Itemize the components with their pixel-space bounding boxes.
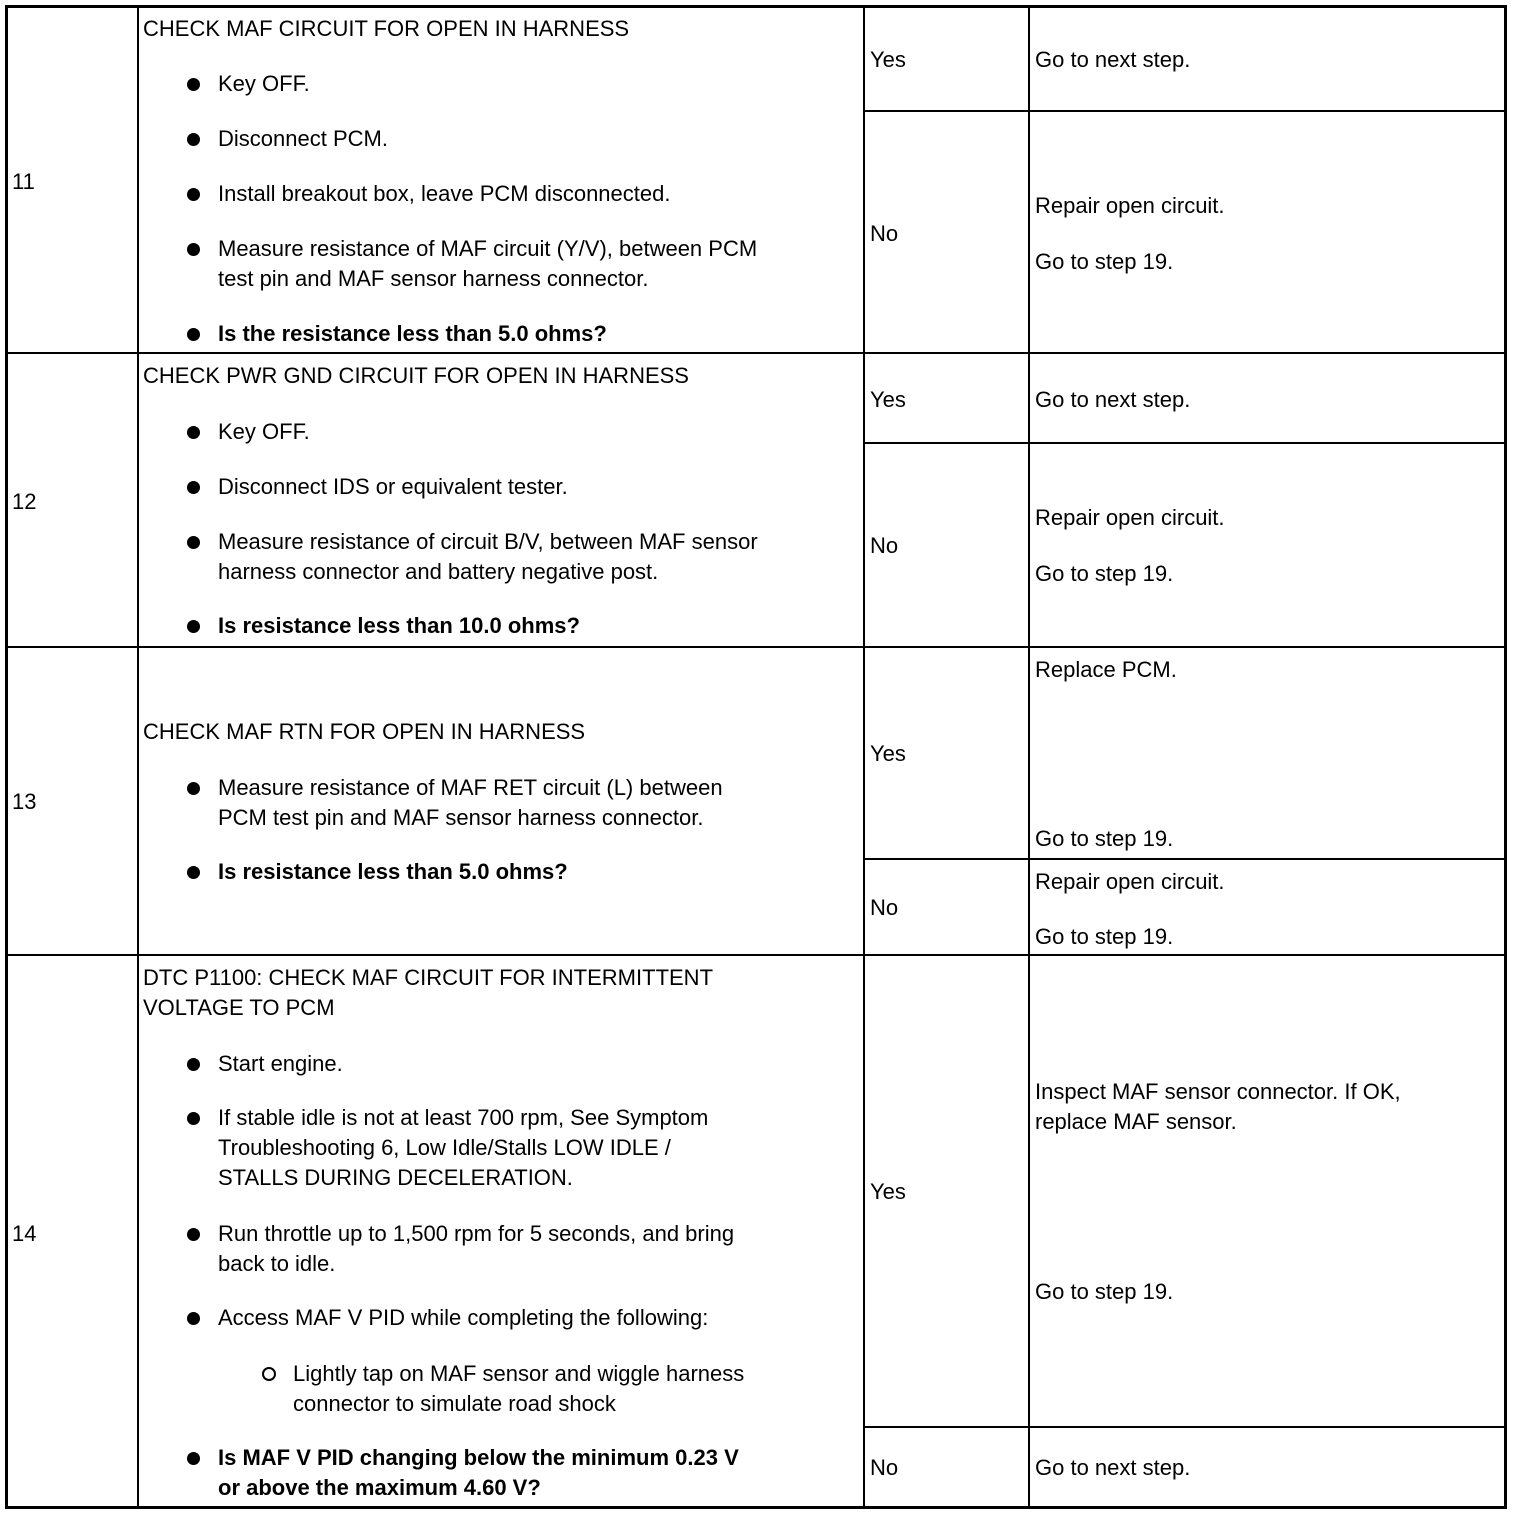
test-bullet: Measure resistance of MAF RET circuit (L) between xyxy=(218,775,723,800)
test-bullet: Run throttle up to 1,500 rpm for 5 seconds, and bring xyxy=(218,1221,735,1246)
test-bullet: test pin and MAF sensor harness connector. xyxy=(218,266,649,291)
yes-no-divider xyxy=(864,110,1506,112)
step-number: 11 xyxy=(12,169,35,194)
test-question: Is the resistance less than 5.0 ohms? xyxy=(218,321,607,346)
yes-label: Yes xyxy=(870,47,906,72)
test-title: DTC P1100: CHECK MAF CIRCUIT FOR INTERMITTENT xyxy=(143,965,714,990)
yes-label: Yes xyxy=(870,1179,906,1204)
test-bullet: Install breakout box, leave PCM disconnected. xyxy=(218,181,671,206)
yes-action: Go to next step. xyxy=(1035,387,1191,412)
bullet-icon xyxy=(187,620,200,633)
yes-no-divider xyxy=(864,442,1506,444)
test-title: CHECK MAF RTN FOR OPEN IN HARNESS xyxy=(143,719,586,744)
bullet-icon xyxy=(187,426,200,439)
test-bullet: Disconnect IDS or equivalent tester. xyxy=(218,474,568,499)
test-title: CHECK MAF CIRCUIT FOR OPEN IN HARNESS xyxy=(143,16,630,41)
test-bullet: Measure resistance of MAF circuit (Y/V), between PCM xyxy=(218,236,758,261)
bullet-icon xyxy=(187,1312,200,1325)
column-divider-result xyxy=(1028,6,1030,1508)
step-number: 13 xyxy=(12,789,37,814)
yes-action: Go to step 19. xyxy=(1035,826,1174,851)
test-bullet: harness connector and battery negative post. xyxy=(218,559,659,584)
no-label: No xyxy=(870,221,899,246)
step-number: 14 xyxy=(12,1221,37,1246)
no-label: No xyxy=(870,533,899,558)
test-bullet: Key OFF. xyxy=(218,419,310,444)
test-title: VOLTAGE TO PCM xyxy=(143,995,335,1020)
no-action: Go to step 19. xyxy=(1035,924,1174,949)
test-bullet: Troubleshooting 6, Low Idle/Stalls LOW IDLE / xyxy=(218,1135,671,1160)
yes-action: Go to step 19. xyxy=(1035,1279,1174,1304)
test-bullet: Key OFF. xyxy=(218,71,310,96)
test-bullet: If stable idle is not at least 700 rpm, See Symptom xyxy=(218,1105,709,1130)
no-label: No xyxy=(870,1455,899,1480)
row-divider xyxy=(6,954,1506,956)
bullet-icon xyxy=(187,188,200,201)
column-divider-test xyxy=(863,6,865,1508)
yes-label: Yes xyxy=(870,741,906,766)
no-action: Go to next step. xyxy=(1035,1455,1191,1480)
test-question: or above the maximum 4.60 V? xyxy=(218,1475,541,1500)
bullet-icon xyxy=(187,1058,200,1071)
yes-no-divider xyxy=(864,858,1506,860)
row-divider xyxy=(6,646,1506,648)
bullet-icon xyxy=(187,1452,200,1465)
no-action: Go to step 19. xyxy=(1035,561,1174,586)
bullet-icon xyxy=(187,133,200,146)
bullet-icon xyxy=(187,1112,200,1125)
bullet-icon xyxy=(187,1228,200,1241)
test-bullet: STALLS DURING DECELERATION. xyxy=(218,1165,573,1190)
test-question: Is resistance less than 5.0 ohms? xyxy=(218,859,568,884)
step-number: 12 xyxy=(12,489,37,514)
sub-bullet-icon xyxy=(262,1367,276,1381)
bullet-icon xyxy=(187,536,200,549)
test-bullet: Start engine. xyxy=(218,1051,343,1076)
yes-action: Inspect MAF sensor connector. If OK, xyxy=(1035,1079,1401,1104)
test-question: Is MAF V PID changing below the minimum 0.23 V xyxy=(218,1445,739,1470)
bullet-icon xyxy=(187,866,200,879)
yes-no-divider xyxy=(864,1426,1506,1428)
test-bullet: Disconnect PCM. xyxy=(218,126,388,151)
no-action: Repair open circuit. xyxy=(1035,869,1225,894)
bullet-icon xyxy=(187,782,200,795)
no-action: Go to step 19. xyxy=(1035,249,1174,274)
yes-action: Go to next step. xyxy=(1035,47,1191,72)
no-action: Repair open circuit. xyxy=(1035,505,1225,530)
bullet-icon xyxy=(187,328,200,341)
yes-action: replace MAF sensor. xyxy=(1035,1109,1237,1134)
test-question: Is resistance less than 10.0 ohms? xyxy=(218,613,580,638)
test-title: CHECK PWR GND CIRCUIT FOR OPEN IN HARNESS xyxy=(143,363,689,388)
test-sub-bullet: connector to simulate road shock xyxy=(293,1391,616,1416)
test-sub-bullet: Lightly tap on MAF sensor and wiggle harness xyxy=(293,1361,745,1386)
bullet-icon xyxy=(187,481,200,494)
yes-label: Yes xyxy=(870,387,906,412)
test-bullet: PCM test pin and MAF sensor harness connector. xyxy=(218,805,704,830)
column-divider-step xyxy=(137,6,139,1508)
bullet-icon xyxy=(187,78,200,91)
row-divider xyxy=(6,352,1506,354)
yes-action: Replace PCM. xyxy=(1035,657,1177,682)
diagnostic-table xyxy=(5,5,1507,1509)
test-bullet: back to idle. xyxy=(218,1251,336,1276)
bullet-icon xyxy=(187,243,200,256)
test-bullet: Access MAF V PID while completing the following: xyxy=(218,1305,709,1330)
no-label: No xyxy=(870,895,899,920)
test-bullet: Measure resistance of circuit B/V, between MAF sensor xyxy=(218,529,758,554)
no-action: Repair open circuit. xyxy=(1035,193,1225,218)
